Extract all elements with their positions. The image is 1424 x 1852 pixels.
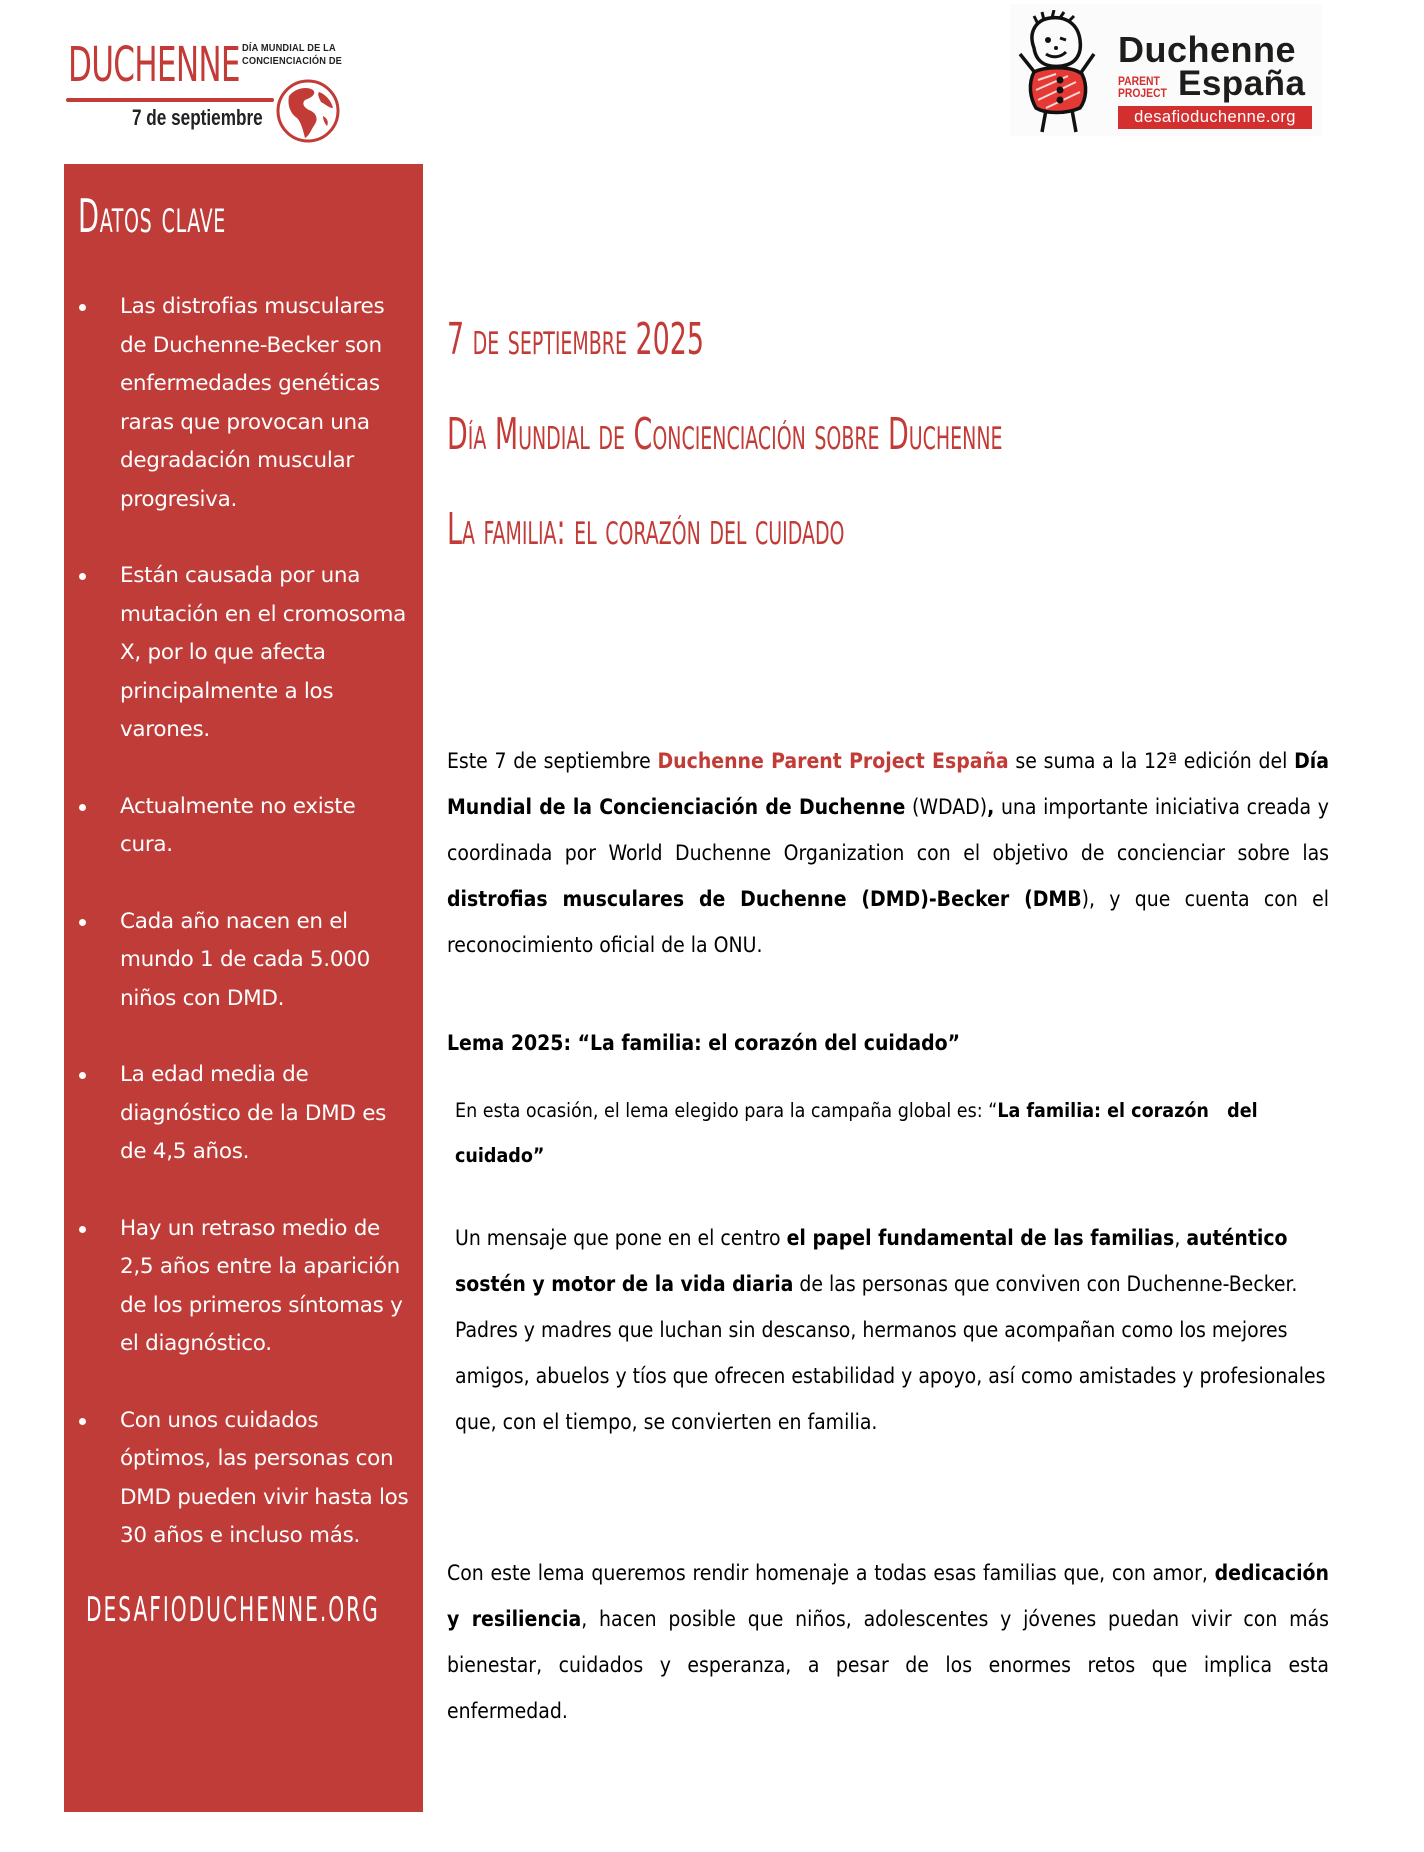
text-run: Este 7 de septiembre	[447, 749, 658, 773]
page-headings	[447, 292, 1264, 577]
logo-underline	[66, 98, 274, 102]
key-fact-text: Actualmente no existe cura.	[120, 793, 356, 857]
lema-quote-bold: La familia: el corazón del cuidado”	[455, 1099, 1264, 1167]
logo-project: PROJECT	[1118, 88, 1167, 100]
lema-heading: Lema 2025: “La familia: el corazón del cuidado”	[447, 1031, 961, 1055]
text-run: , hacen posible que niños, adolescentes y jóvenes puedan vivir con más bienestar, cuidados y esperanza, a pesar de los enormes retos que implica esta enfermedad.	[447, 1607, 1329, 1723]
text-run-bold: el papel fundamental de las familias	[786, 1226, 1175, 1250]
bullet-icon	[79, 1072, 86, 1079]
text-run: Un mensaje que pone en el centro	[455, 1226, 787, 1250]
key-fact-item	[64, 288, 423, 519]
text-run: (WDAD)	[905, 795, 988, 819]
sidebar-title: Datos clave	[78, 189, 226, 243]
key-facts-list	[64, 288, 423, 1594]
bullet-icon	[79, 919, 86, 926]
bullet-icon	[79, 804, 86, 811]
bullet-icon	[79, 1226, 86, 1233]
text-run: ), y que cuenta con el reconocimiento oficial de la ONU.	[447, 887, 1329, 957]
logo-parent-project	[1118, 76, 1167, 100]
logo-subtitle-line1: DÍA MUNDIAL DE LA	[242, 42, 336, 54]
event-name-bold: Día Mundial de la Concienciación de Duchenne	[447, 749, 1329, 819]
message-paragraph	[455, 1215, 1335, 1445]
key-fact-item	[64, 903, 423, 1019]
key-fact-item	[64, 788, 423, 865]
key-fact-item	[64, 557, 423, 750]
logo-duchenne-word: DUCHENNE	[68, 37, 240, 93]
sidebar-website-link[interactable]: DESAFIODUCHENNE.ORG	[86, 1590, 380, 1630]
tribute-paragraph	[447, 1550, 1329, 1734]
key-fact-text: Con unos cuidados óptimos, las personas con DMD pueden vivir hasta los 30 años e incluso más.	[120, 1407, 409, 1548]
text-run: de las personas que conviven con Duchenne-Becker. Padres y madres que luchan sin descanso, hermanos que acompañan como los mejores amigos, abuelos y tíos que ofrecen estabilidad y apoyo, así como amistades y profesionales que, con el tiempo, se convierten en familia.	[455, 1272, 1326, 1434]
text-run: una importante iniciativa creada y coordinada por World Duchenne Organization con el objetivo de concienciar sobre las	[447, 795, 1329, 865]
text-run-bold: dedicación y resiliencia	[447, 1561, 1329, 1631]
intro-paragraph	[447, 738, 1329, 968]
logo-date: 7 de septiembre	[132, 105, 263, 130]
bullet-icon	[79, 573, 86, 580]
text-run: ,	[1174, 1226, 1187, 1250]
logo-parent: PARENT	[1118, 76, 1160, 88]
heading-event: Día Mundial de Concienciación sobre Duchenne	[447, 409, 1003, 460]
kid-drawing-icon	[1016, 10, 1100, 134]
org-name: Duchenne Parent Project España	[657, 749, 1009, 773]
lema-paragraph	[455, 1088, 1275, 1178]
logo-subtitle-line2: CONCIENCIACIÓN DE	[242, 55, 343, 67]
wdad-logo	[66, 34, 356, 144]
bullet-icon	[79, 1418, 86, 1425]
text-run-bold: auténtico sostén y motor de la vida diaria	[455, 1226, 1288, 1296]
bullet-icon	[79, 304, 86, 311]
key-facts-sidebar	[64, 164, 423, 1812]
globe-icon	[275, 78, 341, 144]
parent-project-logo	[1010, 4, 1322, 136]
logo-brand-duchenne: Duchenne	[1118, 29, 1297, 70]
key-fact-item	[64, 1210, 423, 1364]
text-run: Con este lema queremos rendir homenaje a todas esas familias que, con amor,	[447, 1561, 1215, 1585]
key-fact-text: Cada año nacen en el mundo 1 de cada 5.000 niños con DMD.	[120, 908, 370, 1011]
key-fact-text: Hay un retraso medio de 2,5 años entre la aparición de los primeros síntomas y el diagnóstico.	[120, 1215, 403, 1356]
text-run: En esta ocasión, el lema elegido para la campaña global es: “	[455, 1099, 998, 1122]
key-fact-text: Están causada por una mutación en el cromosoma X, por lo que afecta principalmente a los varones.	[120, 563, 407, 742]
heading-theme: La familia: el corazón del cuidado	[447, 504, 845, 555]
key-fact-text: La edad media de diagnóstico de la DMD es de 4,5 años.	[120, 1062, 387, 1164]
disease-name-bold: distrofias musculares de Duchenne (DMD)-Becker (DMB	[447, 887, 1082, 911]
text-run-bold: ,	[987, 795, 995, 819]
text-run: se suma a la 12ª edición del	[1008, 749, 1295, 773]
logo-country: España	[1178, 64, 1306, 103]
logo-subtitle	[242, 42, 342, 68]
key-fact-item	[64, 1056, 423, 1172]
logo-url[interactable]: desafioduchenne.org	[1118, 106, 1312, 129]
key-fact-text: Las distrofias musculares de Duchenne-Becker son enfermedades genéticas raras que provocan una degradación muscular progresiva.	[120, 294, 385, 512]
key-fact-item	[64, 1402, 423, 1556]
heading-date: 7 de septiembre 2025	[447, 314, 704, 365]
